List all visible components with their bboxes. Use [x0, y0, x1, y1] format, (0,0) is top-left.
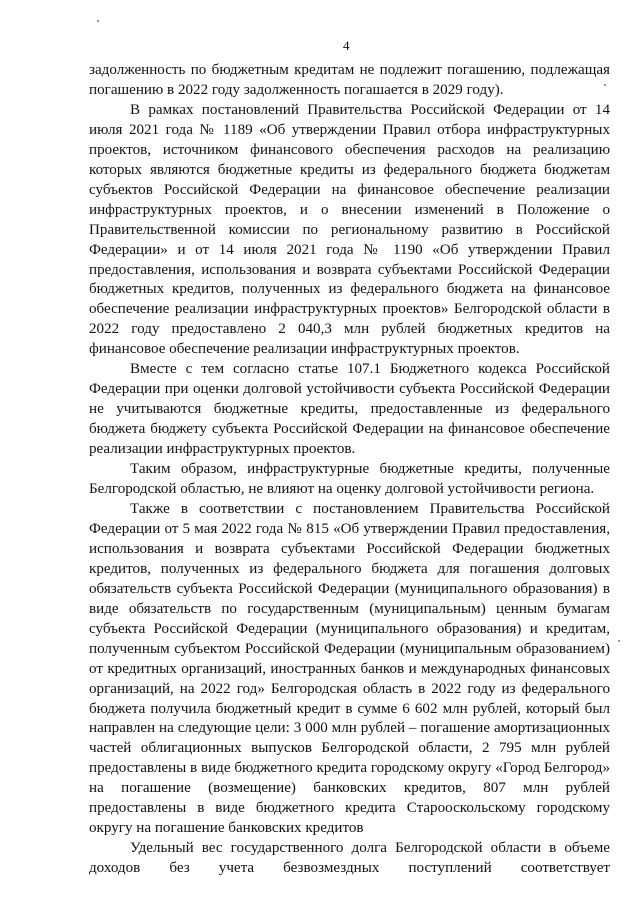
scan-speck [604, 84, 606, 86]
paragraph-infrastructure-credits: В рамках постановлений Правительства Российской Федерации от 14 июля 2021 года № 1189 «Об утверждении Правил отбора инфраструктурных проектов, источником финансового обеспечения расходов на реализацию которых являются бюджетные кредиты из федерального бюджета бюджетам субъектов Российской Федерации на финансовое обеспечение реализации инфраструктурных проектов, и о внесении изменений в Положение о Правительственной комиссии по региональному развитию в Российской Федерации» и от 14 июля 2021 года № 1190 «Об утверждении Правил предоставления, использования и возврата субъектами Российской Федерации бюджетных кредитов, полученных из федерального бюджета на финансовое обеспечение реализации инфраструктурных проектов» Белгородской области в 2022 году предоставлено 2 040,3 млн рублей бюджетных кредитов на финансовое обеспечение реализации инфраструктурных проектов. [89, 101, 610, 358]
paragraph-budget-credit-815: Также в соответствии с постановлением Правительства Российской Федерации от 5 мая 2022 года № 815 «Об утверждении Правил предоставления, использования и возврата субъектами Российской Федерации бюджетных кредитов, полученных из федерального бюджета для погашения долговых обязательств субъекта Российской Федерации (муниципального образования) в виде обязательств по государственным (муниципальным) ценным бумагам субъекта Российской Федерации (муниципального образования) и кредитам, полученным субъектом Российской Федерации (муниципальным образованием) от кредитных организаций, иностранных банков и международных финансовых организаций, на 2022 год» Белгородская область в 2022 году из федерального бюджета получила бюджетный кредит в сумме 6 602 млн рублей, который был направлен на следующие цели: 3 000 млн рублей – погашение амортизационных частей облигационных выпусков Белгородской области, 2 795 млн рублей предоставлены в виде бюджетного кредита городскому округу «Город Белгород» на погашение (возмещение) банковских кредитов, 807 млн рублей предоставлены в виде бюджетного кредита Старооскольскому городскому округу на погашение банковских кредитов [89, 500, 610, 837]
paragraph-debt-share: Удельный вес государственного долга Белгородской области в объеме доходов без учета безвозмездных поступлений соответствует [89, 840, 610, 877]
scan-speck [618, 640, 620, 642]
paragraph-budget-code: Вместе с тем согласно статье 107.1 Бюджетного кодекса Российской Федерации при оценки долговой устойчивости субъекта Российской Федерации не учитываются бюджетные кредиты, предоставленные из федерального бюджета бюджету субъекта Российской Федерации на финансовое обеспечение реализации инфраструктурных проектов. [89, 361, 610, 458]
paragraph-debt-repayment: задолженность по бюджетным кредитам не подлежит погашению, подлежащая погашению в 2022 году задолженность погашается в 2029 году). [89, 62, 610, 98]
document-body [89, 61, 610, 879]
paragraph-conclusion: Таким образом, инфраструктурные бюджетные кредиты, полученные Белгородской областью, не влияют на оценку долговой устойчивости региона. [89, 461, 610, 498]
page-number: 4 [343, 38, 350, 53]
scan-speck [97, 20, 99, 22]
